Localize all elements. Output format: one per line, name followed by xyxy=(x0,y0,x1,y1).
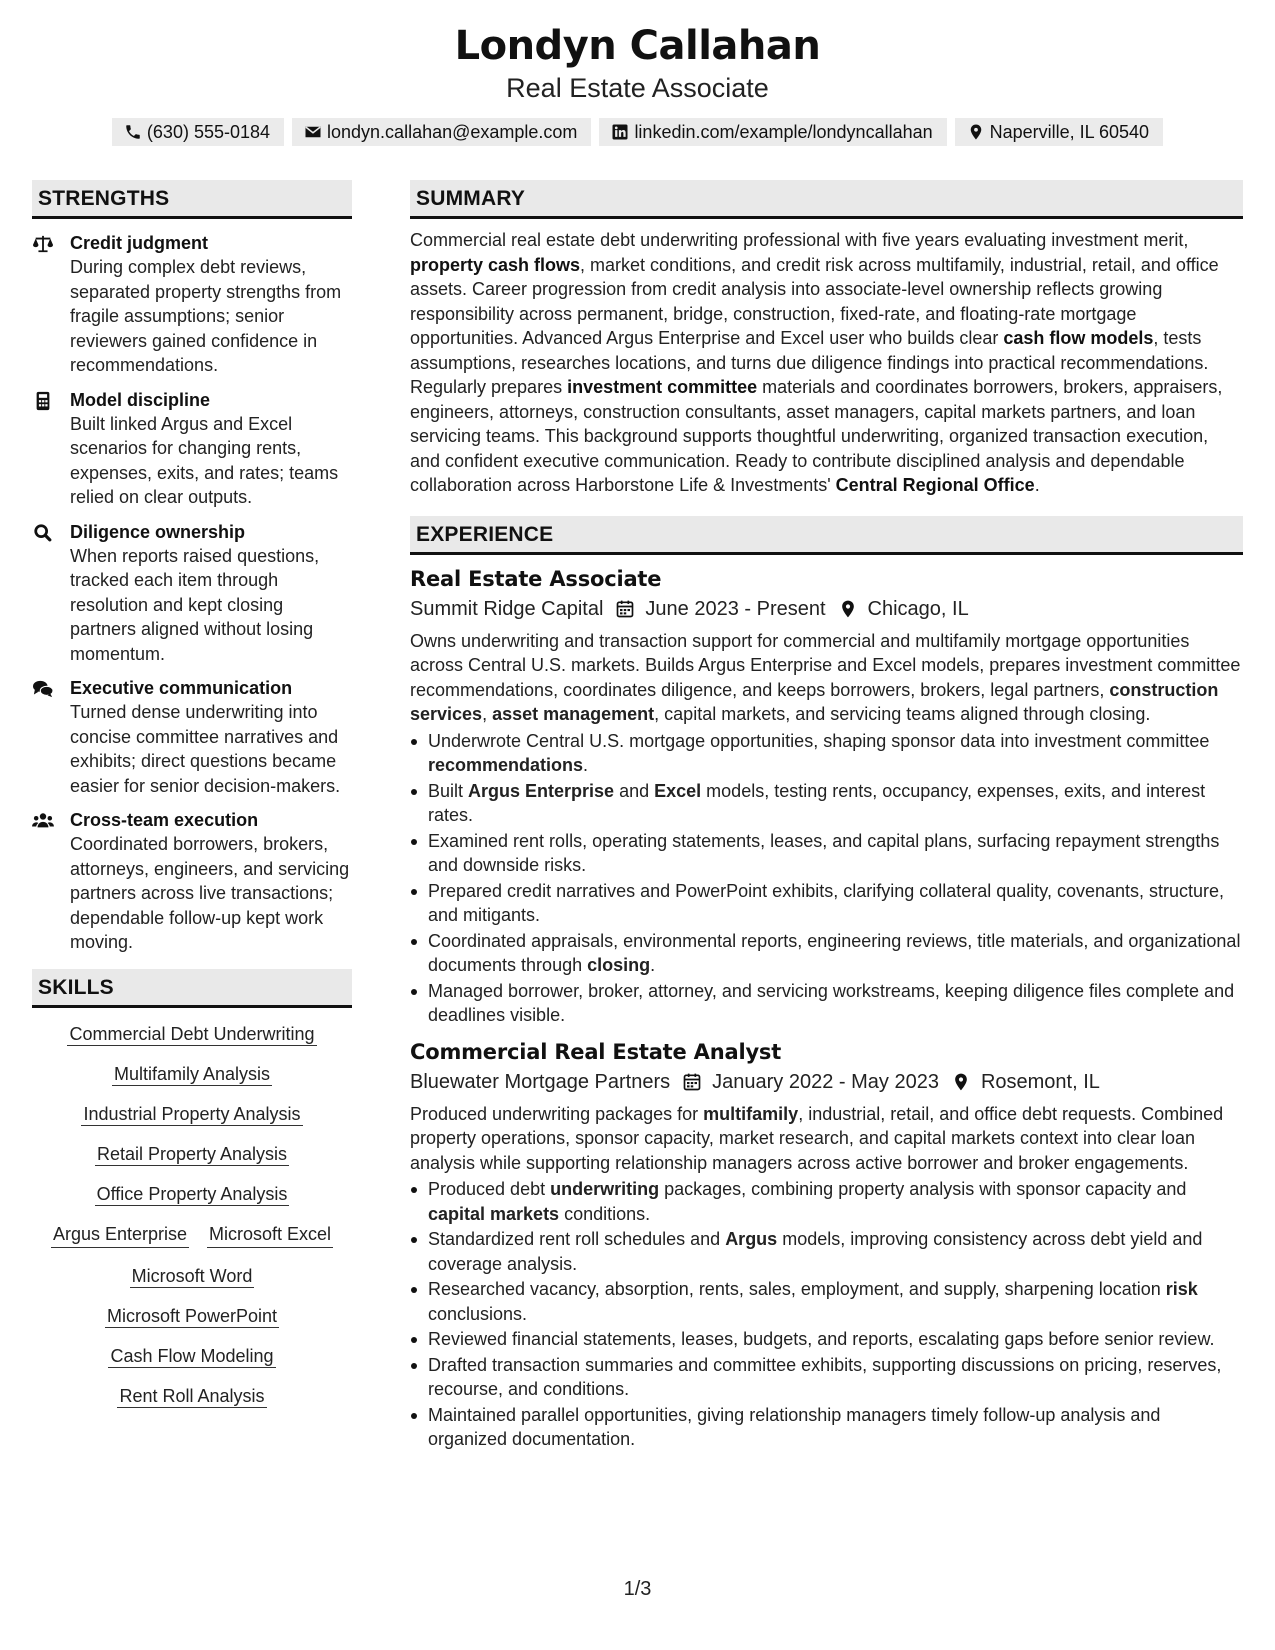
bullet-item: Produced debt underwriting packages, combining property analysis with sponsor capacity and capital markets conditions. xyxy=(428,1177,1243,1226)
skill-tag: Commercial Debt Underwriting xyxy=(69,1023,315,1044)
emphasis-text: risk xyxy=(1165,1279,1198,1299)
bullet-item: Drafted transaction summaries and committee exhibits, supporting discussions on pricing, reserves, recourse, and conditions. xyxy=(428,1353,1243,1402)
skill-tag: Microsoft Word xyxy=(131,1265,253,1286)
emphasis-text: construction services xyxy=(410,679,1219,724)
calculator-icon xyxy=(32,391,54,411)
strength-title: Model discipline xyxy=(70,389,211,410)
job-meta xyxy=(410,595,1243,623)
candidate-name: Londyn Callahan xyxy=(454,23,821,69)
contact-email[interactable] xyxy=(292,118,591,146)
calendar-icon xyxy=(615,599,635,619)
contact-linkedin[interactable] xyxy=(599,118,946,146)
skill-tag: Multifamily Analysis xyxy=(113,1063,271,1084)
strength-description: When reports raised questions, tracked each item through resolution and kept closing partners aligned without losing momentum. xyxy=(70,545,320,664)
contact-email-text: londyn.callahan@example.com xyxy=(327,122,578,142)
skill-tag: Retail Property Analysis xyxy=(96,1143,288,1164)
strength-description: Built linked Argus and Excel scenarios for changing rents, expenses, exits, and rates; teams relied on clear outputs. xyxy=(70,413,339,507)
page-number: 1/3 xyxy=(623,1578,652,1600)
job-entry xyxy=(410,565,1243,1028)
map-pin-icon xyxy=(967,123,985,141)
skills-list xyxy=(32,1008,352,1408)
job-dates: January 2022 - May 2023 xyxy=(712,1070,939,1093)
left-column xyxy=(32,180,352,1408)
strengths-heading: STRENGTHS xyxy=(32,180,352,219)
emphasis-text: capital markets xyxy=(428,1203,560,1224)
magnifier-icon xyxy=(32,523,54,543)
skills-heading: SKILLS xyxy=(32,969,352,1008)
skill-tag: Office Property Analysis xyxy=(96,1183,288,1204)
job-meta xyxy=(410,1068,1243,1096)
contact-linkedin-text: linkedin.com/example/londyncallahan xyxy=(634,122,933,142)
strength-item xyxy=(32,231,352,378)
contact-bar xyxy=(0,118,1275,146)
emphasis-text: Argus xyxy=(725,1229,778,1249)
strength-item xyxy=(32,808,352,955)
strength-title: Diligence ownership xyxy=(70,521,246,542)
strengths-list xyxy=(32,231,352,955)
bullet-item: Standardized rent roll schedules and Argus models, improving consistency across debt yield and coverage analysis. xyxy=(428,1227,1243,1276)
job-company: Bluewater Mortgage Partners xyxy=(410,1070,671,1093)
job-bullets xyxy=(410,729,1243,1028)
emphasis-text: asset management xyxy=(492,704,655,724)
emphasis-text: cash flow models xyxy=(1003,328,1154,348)
strength-description: During complex debt reviews, separated property strengths from fragile assumptions; senior reviewers gained confidence in recommendations. xyxy=(70,257,342,375)
contact-location xyxy=(955,118,1163,146)
emphasis-text: recommendations xyxy=(428,755,584,775)
candidate-headline: Real Estate Associate xyxy=(506,73,769,103)
bullet-item: Prepared credit narratives and PowerPoint exhibits, clarifying collateral quality, covenants, structure, and mitigants. xyxy=(428,879,1243,928)
emphasis-text: property cash flows xyxy=(410,254,581,275)
job-entry xyxy=(410,1038,1243,1452)
job-title: Real Estate Associate xyxy=(410,566,662,591)
strength-item xyxy=(32,388,352,510)
scale-icon xyxy=(32,234,54,254)
bullet-item: Coordinated appraisals, environmental reports, engineering reviews, title materials, and organizational documents through closing. xyxy=(428,929,1243,978)
bullet-item: Researched vacancy, absorption, rents, sales, employment, and supply, sharpening location risk conclusions. xyxy=(428,1277,1243,1326)
strength-title: Cross-team execution xyxy=(70,810,259,830)
summary-section xyxy=(410,180,1243,498)
map-pin-icon xyxy=(838,599,858,619)
job-location: Rosemont, IL xyxy=(980,1070,1100,1093)
job-description: Produced underwriting packages for multifamily, industrial, retail, and office debt requests. Combined property operations, sponsor capacity, market research, and capital markets context into clear loan analysis while supporting relationship managers across active borrower and broker engagements. xyxy=(410,1103,1224,1173)
skill-tag: Industrial Property Analysis xyxy=(83,1103,301,1124)
bullet-item: Underwrote Central U.S. mortgage opportunities, shaping sponsor data into investment committee recommendations. xyxy=(428,729,1243,778)
bullet-item: Managed borrower, broker, attorney, and servicing workstreams, keeping diligence files complete and deadlines visible. xyxy=(428,979,1243,1028)
skill-tag: Argus Enterprise xyxy=(51,1222,189,1248)
emphasis-text: Argus Enterprise xyxy=(468,780,615,801)
emphasis-text: investment committee xyxy=(567,377,758,397)
emphasis-text: Excel xyxy=(654,780,702,801)
linkedin-icon xyxy=(611,123,629,141)
chat-bubbles-icon xyxy=(32,679,54,699)
job-dates: June 2023 - Present xyxy=(645,597,826,620)
contact-location-text: Naperville, IL 60540 xyxy=(989,122,1150,142)
emphasis-text: multifamily xyxy=(703,1103,799,1124)
envelope-icon xyxy=(304,123,322,141)
strength-item xyxy=(32,676,352,798)
contact-phone-text: (630) 555-0184 xyxy=(146,122,271,142)
resume-header xyxy=(0,0,1275,146)
right-column xyxy=(410,180,1243,1453)
contact-phone[interactable] xyxy=(112,118,284,146)
job-description: Owns underwriting and transaction support for commercial and multifamily mortgage opportunities across Central U.S. markets. Builds Argus Enterprise and Excel models, prepares investment committee recommendations, coordinates diligence, and keeps borrowers, brokers, legal partners, construction services, asset management, capital markets, and servicing teams aligned through closing. xyxy=(410,630,1241,724)
bullet-item: Reviewed financial statements, leases, budgets, and reports, escalating gaps before senior review. xyxy=(428,1327,1243,1352)
job-bullets xyxy=(410,1177,1243,1452)
bullet-item: Maintained parallel opportunities, giving relationship managers timely follow-up analysis and organized documentation. xyxy=(428,1403,1243,1452)
experience-section xyxy=(410,516,1243,1452)
skill-tag: Microsoft Excel xyxy=(207,1222,333,1248)
strength-title: Executive communication xyxy=(70,678,293,698)
summary-text: Commercial real estate debt underwriting professional with five years evaluating investment merit, property cash flows, market conditions, and credit risk across multifamily, industrial, retail, and office assets. Career progression from credit analysis into associate-level ownership reflects growing responsibility across permanent, bridge, construction, fixed-rate, and floating-rate mortgage opportunities. Advanced Argus Enterprise and Excel user who builds clear cash flow models, tests assumptions, researches locations, and turns due diligence findings into practical recommendations. Regularly prepares investment committee materials and coordinates borrowers, brokers, appraisers, engineers, attorneys, construction consultants, asset managers, capital markets partners, and loan servicing teams. This background supports thoughtful underwriting, organized transaction execution, and confident executive communication. Ready to contribute disciplined analysis and dependable collaboration across Harborstone Life & Investments' Central Regional Office. xyxy=(410,230,1223,495)
job-location: Chicago, IL xyxy=(867,597,969,620)
strength-title: Credit judgment xyxy=(70,233,208,253)
skill-tag: Rent Roll Analysis xyxy=(119,1385,265,1406)
strength-description: Coordinated borrowers, brokers, attorneys, engineers, and servicing partners across live transactions; dependable follow-up kept work moving. xyxy=(70,834,350,952)
emphasis-text: Central Regional Office xyxy=(835,475,1035,495)
job-title: Commercial Real Estate Analyst xyxy=(410,1039,782,1064)
emphasis-text: closing xyxy=(587,955,651,975)
people-group-icon xyxy=(32,811,54,831)
map-pin-icon xyxy=(951,1072,971,1092)
strengths-section xyxy=(32,180,352,955)
job-company: Summit Ridge Capital xyxy=(410,597,604,620)
skills-section xyxy=(32,969,352,1408)
skill-tag: Microsoft PowerPoint xyxy=(106,1305,278,1326)
bullet-item: Examined rent rolls, operating statements, leases, and capital plans, surfacing repayment strengths and downside risks. xyxy=(428,829,1243,878)
emphasis-text: underwriting xyxy=(550,1179,660,1199)
phone-icon xyxy=(124,123,142,141)
skill-tag: Cash Flow Modeling xyxy=(110,1345,274,1366)
calendar-icon xyxy=(682,1072,702,1092)
strength-item xyxy=(32,520,352,667)
summary-heading: SUMMARY xyxy=(410,180,1243,219)
strength-description: Turned dense underwriting into concise committee narratives and exhibits; direct questions became easier for senior decision-makers. xyxy=(70,702,341,796)
experience-heading: EXPERIENCE xyxy=(410,516,1243,555)
bullet-item: Built Argus Enterprise and Excel models, testing rents, occupancy, expenses, exits, and interest rates. xyxy=(428,779,1243,828)
